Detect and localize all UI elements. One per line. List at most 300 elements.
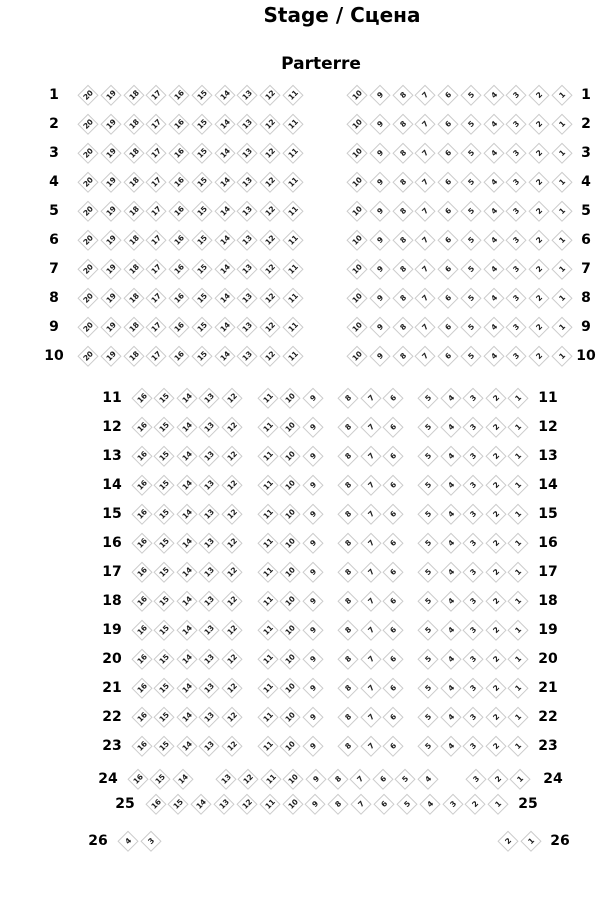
seat[interactable] [392, 317, 413, 338]
seat[interactable] [529, 288, 550, 309]
seat[interactable] [338, 533, 359, 554]
seat[interactable] [128, 769, 149, 790]
seat[interactable] [360, 504, 381, 525]
seat[interactable] [237, 288, 258, 309]
seat[interactable] [280, 446, 301, 467]
seat[interactable] [154, 736, 175, 757]
seat[interactable] [132, 649, 153, 670]
seat[interactable] [485, 649, 506, 670]
seat[interactable] [347, 172, 368, 193]
seat[interactable] [461, 317, 482, 338]
seat[interactable] [440, 475, 461, 496]
seat[interactable] [338, 649, 359, 670]
seat[interactable] [347, 317, 368, 338]
seat[interactable] [257, 446, 278, 467]
seat[interactable] [146, 201, 167, 222]
seat[interactable] [438, 346, 459, 367]
seat[interactable] [78, 114, 99, 135]
seat[interactable] [485, 678, 506, 699]
seat[interactable] [383, 620, 404, 641]
seat[interactable] [552, 114, 573, 135]
seat[interactable] [351, 794, 372, 815]
seat[interactable] [192, 201, 213, 222]
seat[interactable] [214, 794, 235, 815]
seat[interactable] [221, 388, 242, 409]
seat[interactable] [383, 446, 404, 467]
seat[interactable] [150, 769, 171, 790]
seat[interactable] [238, 769, 259, 790]
seat[interactable] [302, 533, 323, 554]
seat[interactable] [483, 288, 504, 309]
seat[interactable] [506, 230, 527, 251]
seat[interactable] [176, 620, 197, 641]
seat[interactable] [383, 707, 404, 728]
seat[interactable] [392, 143, 413, 164]
seat[interactable] [383, 649, 404, 670]
seat[interactable] [529, 143, 550, 164]
seat[interactable] [199, 533, 220, 554]
seat[interactable] [257, 533, 278, 554]
seat[interactable] [302, 475, 323, 496]
seat[interactable] [100, 230, 121, 251]
seat[interactable] [418, 417, 439, 438]
seat[interactable] [169, 201, 190, 222]
seat[interactable] [338, 736, 359, 757]
seat[interactable] [338, 678, 359, 699]
seat[interactable] [78, 230, 99, 251]
seat[interactable] [338, 417, 359, 438]
seat[interactable] [529, 346, 550, 367]
seat[interactable] [100, 114, 121, 135]
seat[interactable] [483, 114, 504, 135]
seat[interactable] [383, 504, 404, 525]
seat[interactable] [191, 794, 212, 815]
seat[interactable] [123, 230, 144, 251]
seat[interactable] [483, 346, 504, 367]
seat[interactable] [199, 475, 220, 496]
seat[interactable] [237, 172, 258, 193]
seat[interactable] [508, 620, 529, 641]
seat[interactable] [221, 446, 242, 467]
seat[interactable] [199, 504, 220, 525]
seat[interactable] [392, 85, 413, 106]
seat[interactable] [483, 259, 504, 280]
seat[interactable] [552, 172, 573, 193]
seat[interactable] [146, 143, 167, 164]
seat[interactable] [508, 533, 529, 554]
seat[interactable] [463, 736, 484, 757]
seat[interactable] [282, 794, 303, 815]
seat[interactable] [438, 85, 459, 106]
seat[interactable] [132, 504, 153, 525]
seat[interactable] [123, 346, 144, 367]
seat[interactable] [506, 143, 527, 164]
seat[interactable] [214, 346, 235, 367]
seat[interactable] [415, 346, 436, 367]
seat[interactable] [257, 417, 278, 438]
seat[interactable] [418, 591, 439, 612]
seat[interactable] [415, 259, 436, 280]
seat[interactable] [461, 346, 482, 367]
seat[interactable] [154, 504, 175, 525]
seat[interactable] [506, 259, 527, 280]
seat[interactable] [461, 143, 482, 164]
seat[interactable] [169, 85, 190, 106]
seat[interactable] [237, 794, 258, 815]
seat[interactable] [123, 114, 144, 135]
seat[interactable] [280, 649, 301, 670]
seat[interactable] [132, 591, 153, 612]
seat[interactable] [169, 114, 190, 135]
seat[interactable] [461, 259, 482, 280]
seat[interactable] [132, 678, 153, 699]
seat[interactable] [280, 475, 301, 496]
seat[interactable] [438, 317, 459, 338]
seat[interactable] [483, 143, 504, 164]
seat[interactable] [383, 562, 404, 583]
seat[interactable] [237, 317, 258, 338]
seat[interactable] [485, 533, 506, 554]
seat[interactable] [123, 201, 144, 222]
seat[interactable] [283, 259, 304, 280]
seat[interactable] [280, 417, 301, 438]
seat[interactable] [415, 201, 436, 222]
seat[interactable] [508, 649, 529, 670]
seat[interactable] [347, 114, 368, 135]
seat[interactable] [369, 172, 390, 193]
seat[interactable] [360, 475, 381, 496]
seat[interactable] [374, 794, 395, 815]
seat[interactable] [146, 230, 167, 251]
seat[interactable] [552, 259, 573, 280]
seat[interactable] [418, 707, 439, 728]
seat[interactable] [347, 85, 368, 106]
seat[interactable] [146, 85, 167, 106]
seat[interactable] [395, 769, 416, 790]
seat[interactable] [529, 172, 550, 193]
seat[interactable] [360, 533, 381, 554]
seat[interactable] [440, 533, 461, 554]
seat[interactable] [440, 620, 461, 641]
seat[interactable] [360, 446, 381, 467]
seat[interactable] [260, 85, 281, 106]
seat[interactable] [132, 388, 153, 409]
seat[interactable] [257, 649, 278, 670]
seat[interactable] [440, 649, 461, 670]
seat[interactable] [392, 259, 413, 280]
seat[interactable] [360, 591, 381, 612]
seat[interactable] [192, 259, 213, 280]
seat[interactable] [192, 346, 213, 367]
seat[interactable] [283, 769, 304, 790]
seat[interactable] [302, 736, 323, 757]
seat[interactable] [418, 562, 439, 583]
seat[interactable] [192, 143, 213, 164]
seat[interactable] [283, 114, 304, 135]
seat[interactable] [132, 475, 153, 496]
seat[interactable] [392, 346, 413, 367]
seat[interactable] [302, 504, 323, 525]
seat[interactable] [199, 620, 220, 641]
seat[interactable] [347, 288, 368, 309]
seat[interactable] [169, 230, 190, 251]
seat[interactable] [192, 85, 213, 106]
seat[interactable] [508, 678, 529, 699]
seat[interactable] [146, 346, 167, 367]
seat[interactable] [465, 794, 486, 815]
seat[interactable] [383, 533, 404, 554]
seat[interactable] [466, 769, 487, 790]
seat[interactable] [100, 85, 121, 106]
seat[interactable] [192, 288, 213, 309]
seat[interactable] [417, 769, 438, 790]
seat[interactable] [383, 388, 404, 409]
seat[interactable] [168, 794, 189, 815]
seat[interactable] [78, 172, 99, 193]
seat[interactable] [440, 591, 461, 612]
seat[interactable] [260, 230, 281, 251]
seat[interactable] [485, 562, 506, 583]
seat[interactable] [176, 533, 197, 554]
seat[interactable] [369, 288, 390, 309]
seat[interactable] [485, 475, 506, 496]
seat[interactable] [192, 114, 213, 135]
seat[interactable] [508, 417, 529, 438]
seat[interactable] [123, 143, 144, 164]
seat[interactable] [338, 707, 359, 728]
seat[interactable] [302, 562, 323, 583]
seat[interactable] [260, 201, 281, 222]
seat[interactable] [415, 114, 436, 135]
seat[interactable] [280, 678, 301, 699]
seat[interactable] [483, 317, 504, 338]
seat[interactable] [132, 562, 153, 583]
seat[interactable] [463, 417, 484, 438]
seat[interactable] [347, 346, 368, 367]
seat[interactable] [302, 620, 323, 641]
seat[interactable] [302, 649, 323, 670]
seat[interactable] [176, 446, 197, 467]
seat[interactable] [418, 620, 439, 641]
seat[interactable] [438, 230, 459, 251]
seat[interactable] [485, 388, 506, 409]
seat[interactable] [283, 346, 304, 367]
seat[interactable] [369, 114, 390, 135]
seat[interactable] [221, 533, 242, 554]
seat[interactable] [350, 769, 371, 790]
seat[interactable] [440, 736, 461, 757]
seat[interactable] [438, 114, 459, 135]
seat[interactable] [154, 649, 175, 670]
seat[interactable] [488, 794, 509, 815]
seat[interactable] [78, 143, 99, 164]
seat[interactable] [132, 533, 153, 554]
seat[interactable] [392, 201, 413, 222]
seat[interactable] [237, 201, 258, 222]
seat[interactable] [154, 678, 175, 699]
seat[interactable] [154, 446, 175, 467]
seat[interactable] [169, 346, 190, 367]
seat[interactable] [259, 794, 280, 815]
seat[interactable] [369, 201, 390, 222]
seat[interactable] [347, 230, 368, 251]
seat[interactable] [383, 678, 404, 699]
seat[interactable] [78, 201, 99, 222]
seat[interactable] [552, 346, 573, 367]
seat[interactable] [146, 114, 167, 135]
seat[interactable] [169, 143, 190, 164]
seat[interactable] [506, 114, 527, 135]
seat[interactable] [257, 388, 278, 409]
seat[interactable] [154, 388, 175, 409]
seat[interactable] [485, 417, 506, 438]
seat[interactable] [100, 317, 121, 338]
seat[interactable] [461, 201, 482, 222]
seat[interactable] [347, 143, 368, 164]
seat[interactable] [172, 769, 193, 790]
seat[interactable] [360, 736, 381, 757]
seat[interactable] [260, 143, 281, 164]
seat[interactable] [145, 794, 166, 815]
seat[interactable] [154, 475, 175, 496]
seat[interactable] [360, 707, 381, 728]
seat[interactable] [463, 533, 484, 554]
seat[interactable] [260, 288, 281, 309]
seat[interactable] [257, 736, 278, 757]
seat[interactable] [221, 475, 242, 496]
seat[interactable] [132, 620, 153, 641]
seat[interactable] [418, 475, 439, 496]
seat[interactable] [520, 831, 541, 852]
seat[interactable] [216, 769, 237, 790]
seat[interactable] [508, 504, 529, 525]
seat[interactable] [280, 388, 301, 409]
seat[interactable] [392, 288, 413, 309]
seat[interactable] [100, 201, 121, 222]
seat[interactable] [214, 143, 235, 164]
seat[interactable] [508, 736, 529, 757]
seat[interactable] [100, 259, 121, 280]
seat[interactable] [508, 707, 529, 728]
seat[interactable] [508, 388, 529, 409]
seat[interactable] [283, 230, 304, 251]
seat[interactable] [506, 85, 527, 106]
seat[interactable] [383, 591, 404, 612]
seat[interactable] [463, 707, 484, 728]
seat[interactable] [146, 288, 167, 309]
seat[interactable] [302, 591, 323, 612]
seat[interactable] [199, 736, 220, 757]
seat[interactable] [146, 317, 167, 338]
seat[interactable] [485, 736, 506, 757]
seat[interactable] [485, 707, 506, 728]
seat[interactable] [463, 475, 484, 496]
seat[interactable] [302, 678, 323, 699]
seat[interactable] [529, 201, 550, 222]
seat[interactable] [529, 85, 550, 106]
seat[interactable] [369, 346, 390, 367]
seat[interactable] [463, 388, 484, 409]
seat[interactable] [418, 649, 439, 670]
seat[interactable] [415, 172, 436, 193]
seat[interactable] [338, 591, 359, 612]
seat[interactable] [199, 417, 220, 438]
seat[interactable] [302, 707, 323, 728]
seat[interactable] [214, 259, 235, 280]
seat[interactable] [415, 230, 436, 251]
seat[interactable] [440, 678, 461, 699]
seat[interactable] [280, 504, 301, 525]
seat[interactable] [498, 831, 519, 852]
seat[interactable] [199, 446, 220, 467]
seat[interactable] [369, 317, 390, 338]
seat[interactable] [154, 417, 175, 438]
seat[interactable] [176, 649, 197, 670]
seat[interactable] [338, 620, 359, 641]
seat[interactable] [132, 736, 153, 757]
seat[interactable] [328, 769, 349, 790]
seat[interactable] [360, 562, 381, 583]
seat[interactable] [199, 388, 220, 409]
seat[interactable] [392, 172, 413, 193]
seat[interactable] [529, 259, 550, 280]
seat[interactable] [146, 172, 167, 193]
seat[interactable] [418, 504, 439, 525]
seat[interactable] [78, 346, 99, 367]
seat[interactable] [280, 620, 301, 641]
seat[interactable] [463, 504, 484, 525]
seat[interactable] [463, 591, 484, 612]
seat[interactable] [237, 114, 258, 135]
seat[interactable] [440, 504, 461, 525]
seat[interactable] [461, 230, 482, 251]
seat[interactable] [369, 259, 390, 280]
seat[interactable] [461, 114, 482, 135]
seat[interactable] [305, 769, 326, 790]
seat[interactable] [483, 85, 504, 106]
seat[interactable] [415, 317, 436, 338]
seat[interactable] [302, 446, 323, 467]
seat[interactable] [154, 591, 175, 612]
seat[interactable] [123, 172, 144, 193]
seat[interactable] [463, 620, 484, 641]
seat[interactable] [283, 288, 304, 309]
seat[interactable] [237, 259, 258, 280]
seat[interactable] [146, 259, 167, 280]
seat[interactable] [100, 172, 121, 193]
seat[interactable] [118, 831, 139, 852]
seat[interactable] [260, 769, 281, 790]
seat[interactable] [154, 707, 175, 728]
seat[interactable] [442, 794, 463, 815]
seat[interactable] [257, 707, 278, 728]
seat[interactable] [552, 201, 573, 222]
seat[interactable] [260, 114, 281, 135]
seat[interactable] [397, 794, 418, 815]
seat[interactable] [338, 562, 359, 583]
seat[interactable] [438, 201, 459, 222]
seat[interactable] [483, 172, 504, 193]
seat[interactable] [508, 591, 529, 612]
seat[interactable] [383, 475, 404, 496]
seat[interactable] [283, 143, 304, 164]
seat[interactable] [221, 504, 242, 525]
seat[interactable] [283, 85, 304, 106]
seat[interactable] [78, 288, 99, 309]
seat[interactable] [418, 446, 439, 467]
seat[interactable] [140, 831, 161, 852]
seat[interactable] [461, 172, 482, 193]
